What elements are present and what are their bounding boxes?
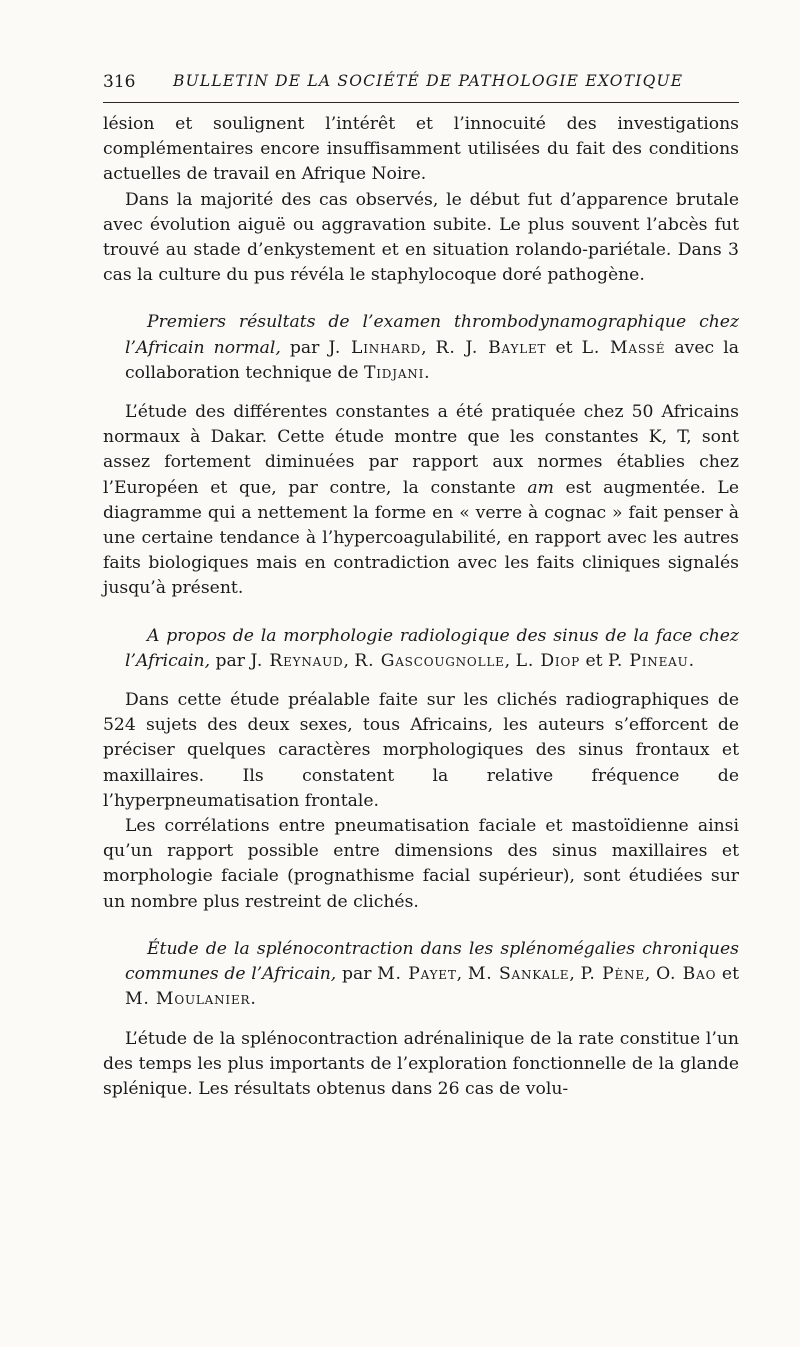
article-2-paragraph-1: Dans cette étude préalable faite sur les clichés radiographiques de 524 sujets des deux sexes, tous Africains, les auteurs s’efforcent de préciser quelques caractères morphologiques des sinus frontaux et maxillaires. Ils constatent la relative fréquence de l’hyperpneumatisation frontale.: [103, 690, 739, 811]
constant-am: am: [527, 477, 554, 498]
page-number: 316: [103, 72, 136, 92]
article-1-heading: Premiers résultats de l’examen thrombodynamographique chez l’Africain normal, par J. Linhard, R. J. Baylet et L. Massé avec la collaboration technique de Tidjani.: [125, 312, 739, 383]
running-header: [103, 70, 739, 103]
author: M. Moulanier: [125, 989, 251, 1010]
author: L. Diop: [515, 650, 580, 671]
article-1-paragraph-1: L’étude des différentes constantes a été pratiquée chez 50 Africains normaux à Dakar. Cette étude montre que les constantes K, T, sont assez fortement diminuées par rapport aux normes établies chez l’Européen et que, par contre, la constante am est augmentée. Le diagramme qui a nettement la forme en « verre à cognac » fait penser à une certaine tendance à l’hypercoagulabilité, en rapport avec les autres faits biologiques mais en contradiction avec les faits cliniques signalés jusqu’à présent.: [103, 402, 739, 599]
article-1-title: Premiers résultats de l’examen thrombodynamographique chez l’Africain normal,: [125, 312, 739, 358]
article-2-paragraph-2: Les corrélations entre pneumatisation faciale et mastoïdienne ainsi qu’un rapport possible entre dimensions des sinus maxillaires et morphologie faciale (prognathisme facial supérieur), sont étudiées sur un nombre plus restreint de clichés.: [103, 816, 739, 912]
author: P. Pène: [580, 964, 645, 985]
author: L. Massé: [581, 337, 666, 358]
author: J. Linhard: [328, 337, 422, 358]
article-3-paragraph-1: L’étude de la splénocontraction adrénalinique de la rate constitue l’un des temps les plus importants de l’exploration fonctionnelle de la glande splénique. Les résultats obtenus dans 26 cas de volu-: [103, 1028, 739, 1099]
author: R. Gascougnolle: [354, 650, 505, 671]
continuation-paragraph-2: Dans la majorité des cas observés, le début fut d’apparence brutale avec évolution aiguë ou aggravation subite. Le plus souvent l’abcès fut trouvé au stade d’enkystement et en situation rolando-pariétale. Dans 3 cas la culture du pus révéla le staphylocoque doré pathogène.: [103, 189, 739, 286]
author: M. Sankale: [467, 964, 570, 985]
author: J. Reynaud: [250, 650, 344, 671]
article-3-title: Étude de la splénocontraction dans les splénomégalies chroniques communes de l’Africain,: [125, 938, 739, 985]
page-body: [103, 112, 739, 1102]
author: R. J. Baylet: [435, 337, 547, 358]
article-2-title: A propos de la morphologie radiologique des sinus de la face chez l’Africain,: [125, 625, 739, 671]
author: Tidjani: [364, 362, 425, 383]
author: P. Pineau: [608, 650, 689, 671]
article-2-heading: A propos de la morphologie radiologique des sinus de la face chez l’Africain, par J. Reynaud, R. Gascougnolle, L. Diop et P. Pineau.: [125, 625, 739, 671]
author: M. Payet: [377, 964, 457, 985]
article-3-heading: Étude de la splénocontraction dans les splénomégalies chroniques communes de l’Africain, par M. Payet, M. Sankale, P. Pène, O. Bao et M. Moulanier.: [125, 938, 739, 1010]
author: O. Bao: [656, 964, 717, 985]
continuation-paragraph-1: lésion et soulignent l’intérêt et l’innocuité des investigations complémentaires encore insuffisamment utilisées du fait des conditions actuelles de travail en Afrique Noire.: [103, 114, 739, 185]
journal-title: BULLETIN DE LA SOCIÉTÉ DE PATHOLOGIE EXOTIQUE: [173, 72, 684, 90]
